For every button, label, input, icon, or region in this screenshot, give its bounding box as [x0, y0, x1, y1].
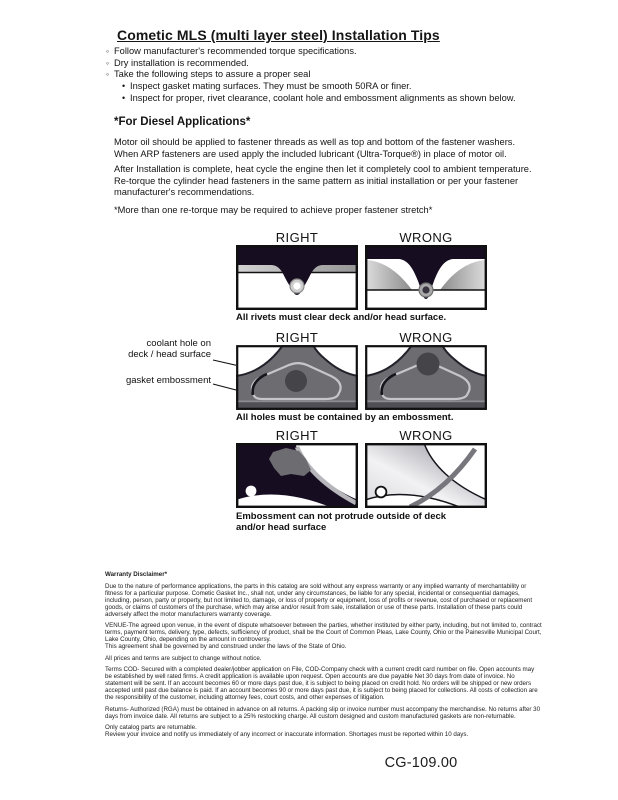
warranty-paragraph: Due to the nature of performance applications, the parts in this catalog are sold without any express warranty or any implied warranty of merchantability or fitness for a particular purpose. Cometic Gasket Inc., shall not, under any circumstances, be liable for any special, incidental or consequential damages, including, person, party or property, but not limited to, damage, or loss of property or equipment, loss of profits or revenue, cost of purchased or replacement goods, or claims of customers of the purchase, which may arise and/or result from sale, installation or use of these parts. Installation of these parts could adversely affect the motor manufacturers warranty coverage. [105, 582, 533, 618]
bolt-hole-icon [246, 486, 257, 497]
fig3-wrong-label: WRONG [399, 428, 453, 443]
list-item [106, 46, 516, 58]
list-item-text: Dry installation is recommended. [114, 57, 249, 68]
list-item-text: Take the following steps to assure a proper seal [114, 69, 311, 80]
coolant-hole-icon [285, 370, 307, 392]
fig1-right-diagram [236, 245, 358, 310]
list-item-text: Inspect gasket mating surfaces. They must be smooth 50RA or finer. [130, 81, 412, 92]
installation-tips-list [106, 46, 516, 105]
fig1-caption: All rivets must clear deck and/or head surface. [236, 312, 447, 323]
fig1-wrong-label: WRONG [399, 230, 453, 245]
list-item [106, 58, 516, 70]
diesel-paragraph-3: *More than one re-torque may be required to achieve proper fastener stretch* [114, 205, 433, 215]
list-item [106, 81, 516, 93]
coolant-hole-annotation: coolant hole on deck / head surface [128, 338, 211, 360]
dot-bullet-icon: • [122, 92, 126, 103]
fig2-wrong-label: WRONG [399, 330, 453, 345]
coolant-hole-icon [417, 353, 440, 376]
fig2-right-label: RIGHT [275, 330, 319, 345]
fig2-caption: All holes must be contained by an embossment. [236, 412, 454, 423]
list-item [106, 93, 516, 105]
page-number: CG-109.00 [384, 755, 458, 771]
fig2-right-diagram [236, 345, 358, 410]
diesel-paragraph-2: After Installation is complete, heat cycle the engine then let it completely cool to ambient temperature. Re-torque the cylinder head fasteners in the same pattern as initial installation or per your fastener manufacturer's recommendations. [114, 164, 532, 198]
fig3-wrong-diagram [365, 443, 487, 508]
page-title: Cometic MLS (multi layer steel) Installation Tips [117, 27, 440, 43]
prices-line: All prices and terms are subject to change without notice. [105, 654, 262, 662]
returnable-line: Only catalog parts are returnable. [105, 724, 197, 731]
list-item [106, 69, 516, 81]
legal-fine-print [105, 571, 542, 738]
circle-bullet-icon: ◦ [106, 46, 110, 56]
diesel-paragraph-1: Motor oil should be applied to fastener threads as well as top and bottom of the fastener washers. When ARP fasteners are used apply the included lubricant (Ultra-Torque®) in place of motor oil. [114, 137, 516, 159]
returns-paragraph: Returns- Authorized (RGA) must be obtained in advance on all returns. A packing slip or invoice number must accompany the merchandise. No returns after 30 days from invoice date. All returns are subject to a 25% restocking charge. All custom designed and custom manufactured gaskets are non-returnable. [105, 705, 541, 720]
gasket-embossment-annotation: gasket embossment [125, 375, 211, 386]
list-item-text: Follow manufacturer's recommended torque specifications. [114, 46, 357, 56]
bolt-hole-icon [376, 487, 387, 498]
fig1-right-label: RIGHT [275, 230, 319, 245]
governing-law-line: This agreement shall be governed by and construed under the laws of the State of Ohio. [105, 643, 347, 650]
fig3-caption: Embossment can not protrude outside of deck and/or head surface [236, 511, 447, 533]
review-invoice-line: Review your invoice and notify us immediately of any incorrect or inaccurate information. Shortages must be reported within 10 days. [105, 731, 469, 738]
fig3-right-diagram [236, 443, 358, 508]
venue-paragraph: VENUE-The agreed upon venue, in the event of dispute whatsoever between the parties, whether instituted by either party, including, but not limited to, contract terms, payment terms, delivery, type, defects, sufficiency of product, shall be the Court of Common Pleas, Lake County, Ohio or the Painesville Municipal Court, Lake County, Ohio, depending on the amount in controversy. [105, 622, 542, 643]
list-item-text: Inspect for proper, rivet clearance, coolant hole and embossment alignments as shown below. [130, 92, 516, 103]
diesel-applications-heading: *For Diesel Applications* [114, 116, 251, 128]
warranty-disclaimer-heading: Warranty Disclaimer* [105, 571, 168, 578]
fig3-right-label: RIGHT [275, 428, 319, 443]
circle-bullet-icon: ◦ [106, 69, 110, 80]
fig1-wrong-diagram [365, 245, 487, 310]
terms-paragraph: Terms COD- Secured with a completed dealer/jobber application on File, COD-Company check with a current credit card number on file. Open accounts may be established by well rated firms. A credit application is available upon request. Open accounts are due payable Net 30 days from date of invoice. No statement will be sent. If an account becomes 60 or more days past due, it is subject to being placed on credit hold. No orders will be shipped or new orders accepted until past due balance is paid. If an account becomes 90 or more days past due, it is subject to being placed for collections. All costs of collection are the responsibility of the customer, including attorney fees, court costs, and other expenses of litigation. [105, 666, 538, 701]
dot-bullet-icon: • [122, 81, 126, 92]
fig2-wrong-diagram [365, 345, 487, 410]
circle-bullet-icon: ◦ [106, 57, 110, 68]
